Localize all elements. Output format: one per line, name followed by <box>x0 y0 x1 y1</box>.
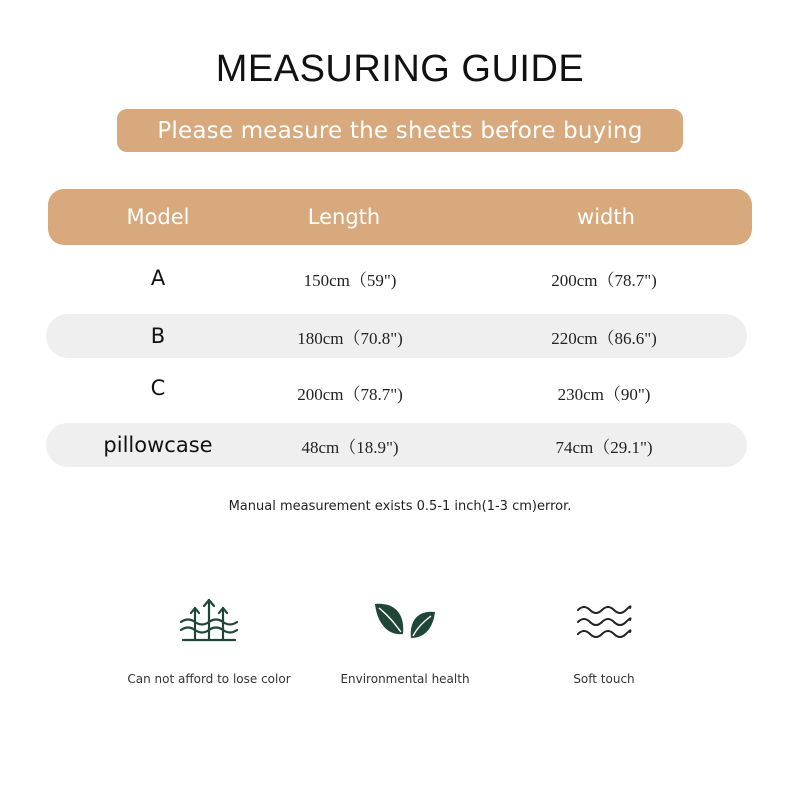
header-width: width <box>577 205 635 229</box>
row-width: 74cm（29.1") <box>555 437 653 457</box>
table-row <box>46 256 747 300</box>
header-length: Length <box>307 205 381 229</box>
feature-label: Soft touch <box>573 672 635 686</box>
row-model: pillowcase <box>103 433 213 457</box>
header-model: Model <box>126 205 190 229</box>
waves-icon <box>572 596 636 646</box>
page-title: MEASURING GUIDE <box>215 48 585 90</box>
subtitle-text: Please measure the sheets before buying <box>157 117 643 144</box>
row-width: 220cm（86.6") <box>551 328 657 348</box>
row-model: B <box>150 324 166 348</box>
measurement-note: Manual measurement exists 0.5-1 inch(1-3 cm)error. <box>228 499 572 514</box>
row-length: 200cm（78.7") <box>297 384 403 404</box>
row-width: 230cm（90") <box>557 384 651 404</box>
feature-environmental <box>305 596 505 686</box>
table-header <box>48 189 752 245</box>
row-model: A <box>150 266 166 290</box>
row-length: 48cm（18.9") <box>301 437 399 457</box>
row-length: 180cm（70.8") <box>297 328 403 348</box>
feature-label: Environmental health <box>340 672 470 686</box>
feature-label: Can not afford to lose color <box>127 672 291 686</box>
row-model: C <box>150 376 166 400</box>
subtitle-banner <box>117 109 683 152</box>
row-width: 200cm（78.7") <box>551 270 657 290</box>
colorfast-arrows-icon <box>177 596 241 646</box>
leaves-icon <box>373 596 437 646</box>
table-row <box>46 314 747 358</box>
feature-soft <box>504 596 704 686</box>
feature-colorfast <box>109 596 309 686</box>
table-row <box>46 423 747 467</box>
row-length: 150cm（59") <box>303 270 397 290</box>
table-row <box>46 366 747 410</box>
